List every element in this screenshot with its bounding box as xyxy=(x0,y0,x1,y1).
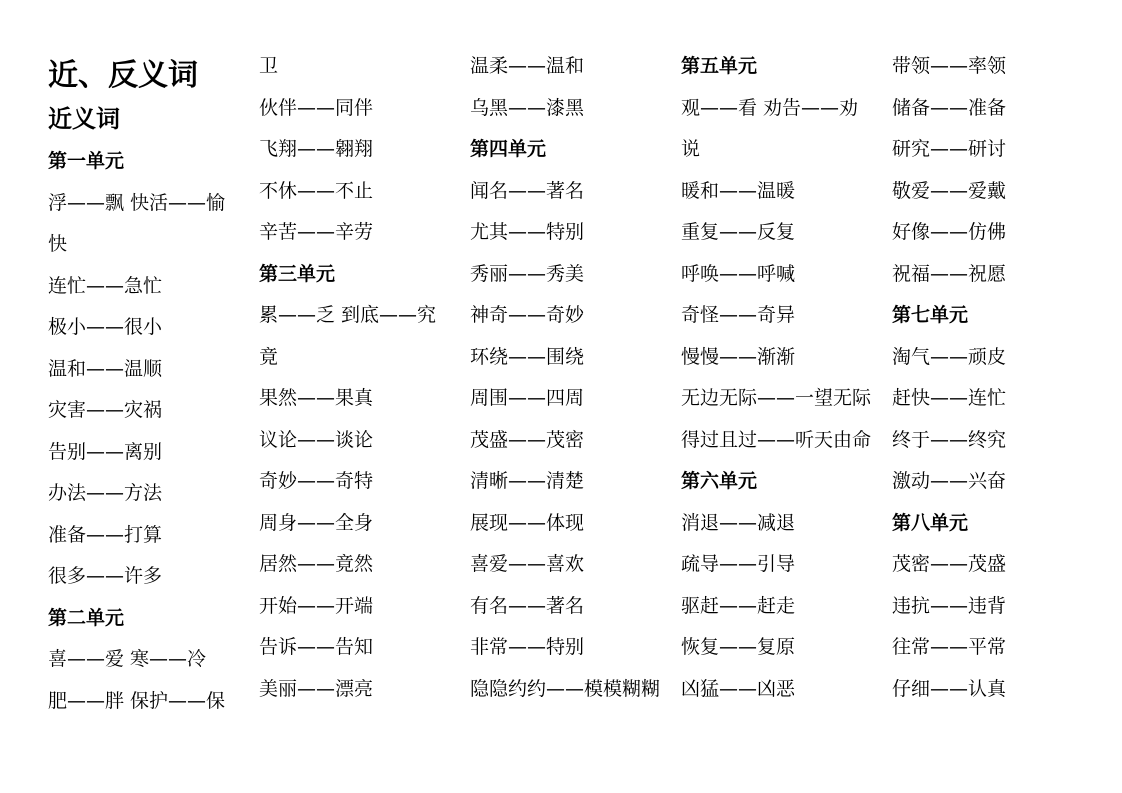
synonym-pair: 疏导——引导 xyxy=(681,553,796,575)
unit-heading: 第六单元 xyxy=(681,470,758,492)
synonym-pair: 周身——全身 xyxy=(259,511,374,534)
unit-heading: 第一单元 xyxy=(48,150,125,172)
synonym-pair: 慢慢——渐渐 xyxy=(681,345,796,368)
synonym-pair: 环绕——围绕 xyxy=(470,345,585,368)
synonym-pair: 呼唤——呼喊 xyxy=(681,262,796,285)
synonym-pair: 暖和——温暖 xyxy=(681,179,796,202)
synonym-pair: 隐隐约约——模模糊糊 xyxy=(470,677,661,700)
synonym-pair: 观——看 劝告——劝 xyxy=(681,96,859,119)
unit-heading: 第五单元 xyxy=(681,55,758,77)
unit-heading: 第四单元 xyxy=(470,138,547,160)
page-title: 近、反义词 xyxy=(48,58,198,93)
synonym-pair: 清晰——清楚 xyxy=(470,470,585,492)
column-3 xyxy=(470,46,670,710)
synonym-pair: 违抗——违背 xyxy=(892,594,1007,617)
unit-heading: 第二单元 xyxy=(48,606,125,629)
synonym-pair: 敬爱——爱戴 xyxy=(892,179,1007,202)
synonym-pair: 无边无际——一望无际 xyxy=(681,387,872,409)
synonym-pair: 仔细——认真 xyxy=(892,677,1007,700)
column-2 xyxy=(259,46,459,710)
synonym-pair: 奇妙——奇特 xyxy=(259,470,374,492)
synonym-pair: 茂盛——茂密 xyxy=(470,428,585,451)
synonym-pair: 秀丽——秀美 xyxy=(470,262,585,285)
synonym-pair: 很多——许多 xyxy=(48,565,163,587)
column-2-rows xyxy=(259,46,459,710)
column-4 xyxy=(681,46,881,710)
column-4-rows xyxy=(681,46,881,710)
synonym-pair: 重复——反复 xyxy=(681,221,796,243)
synonym-pair: 研究——研讨 xyxy=(892,138,1007,160)
synonym-pair: 快 xyxy=(48,233,68,255)
column-1 xyxy=(48,46,248,722)
synonym-pair: 得过且过——听天由命 xyxy=(681,428,872,451)
column-5-rows xyxy=(892,46,1092,710)
synonym-pair: 辛苦——辛劳 xyxy=(259,221,374,243)
column-3-rows xyxy=(470,46,670,710)
synonym-pair: 乌黑——漆黑 xyxy=(470,96,585,119)
synonym-pair: 美丽——漂亮 xyxy=(259,677,374,700)
synonym-pair: 祝福——祝愿 xyxy=(892,262,1007,285)
synonym-pair: 果然——果真 xyxy=(259,387,374,409)
synonym-pair: 储备——准备 xyxy=(892,96,1007,119)
synonym-pair: 告别——离别 xyxy=(48,440,163,463)
synonym-pair: 灾害——灾祸 xyxy=(48,399,163,421)
synonym-pair: 非常——特别 xyxy=(470,636,585,658)
synonym-pair: 议论——谈论 xyxy=(259,428,374,451)
synonym-pair: 温柔——温和 xyxy=(470,55,585,77)
synonym-pair: 喜爱——喜欢 xyxy=(470,553,585,575)
synonym-pair: 浮——飘 快活——愉 xyxy=(48,191,226,214)
synonym-pair: 驱赶——赶走 xyxy=(681,594,796,617)
synonym-pair: 奇怪——奇异 xyxy=(681,304,796,326)
synonym-pair: 恢复——复原 xyxy=(681,636,796,658)
synonym-pair: 竟 xyxy=(259,345,279,368)
synonym-pair: 极小——很小 xyxy=(48,316,163,338)
synonym-pair: 居然——竟然 xyxy=(259,553,374,575)
unit-heading: 第八单元 xyxy=(892,511,969,534)
synonym-pair: 闻名——著名 xyxy=(470,179,585,202)
synonym-pair: 连忙——急忙 xyxy=(48,274,163,297)
synonym-pair: 办法——方法 xyxy=(48,482,163,504)
synonym-pair: 好像——仿佛 xyxy=(892,221,1007,243)
synonym-pair: 往常——平常 xyxy=(892,636,1007,658)
synonym-pair: 带领——率领 xyxy=(892,55,1007,77)
synonym-pair: 说 xyxy=(681,138,701,160)
column-5 xyxy=(892,46,1092,710)
synonym-pair: 凶猛——凶恶 xyxy=(681,677,796,700)
synonym-pair: 告诉——告知 xyxy=(259,636,374,658)
synonym-pair: 不休——不止 xyxy=(259,179,374,202)
synonym-pair: 神奇——奇妙 xyxy=(470,304,585,326)
synonym-pair: 终于——终究 xyxy=(892,428,1007,451)
synonym-pair: 有名——著名 xyxy=(470,594,585,617)
synonym-pair: 赶快——连忙 xyxy=(892,387,1007,409)
synonym-pair: 消退——减退 xyxy=(681,511,796,534)
synonym-pair: 淘气——顽皮 xyxy=(892,345,1007,368)
synonym-pair: 温和——温顺 xyxy=(48,357,163,380)
synonym-pair: 茂密——茂盛 xyxy=(892,553,1007,575)
synonym-pair: 喜——爱 寒——冷 xyxy=(48,648,207,670)
synonym-pair: 飞翔——翱翔 xyxy=(259,138,374,160)
unit-heading: 第三单元 xyxy=(259,262,336,285)
synonym-pair: 尤其——特别 xyxy=(470,221,585,243)
synonym-pair: 卫 xyxy=(259,55,279,77)
synonym-pair: 累——乏 到底——究 xyxy=(259,304,437,326)
section-title-synonyms: 近义词 xyxy=(48,105,120,133)
column-1-rows xyxy=(48,141,248,722)
unit-heading: 第七单元 xyxy=(892,304,969,326)
synonym-pair: 肥——胖 保护——保 xyxy=(48,689,226,712)
synonym-pair: 激动——兴奋 xyxy=(892,470,1007,492)
synonym-pair: 开始——开端 xyxy=(259,594,374,617)
synonym-pair: 周围——四周 xyxy=(470,387,585,409)
synonym-pair: 展现——体现 xyxy=(470,511,585,534)
synonym-pair: 准备——打算 xyxy=(48,523,163,546)
synonym-pair: 伙伴——同伴 xyxy=(259,96,374,119)
